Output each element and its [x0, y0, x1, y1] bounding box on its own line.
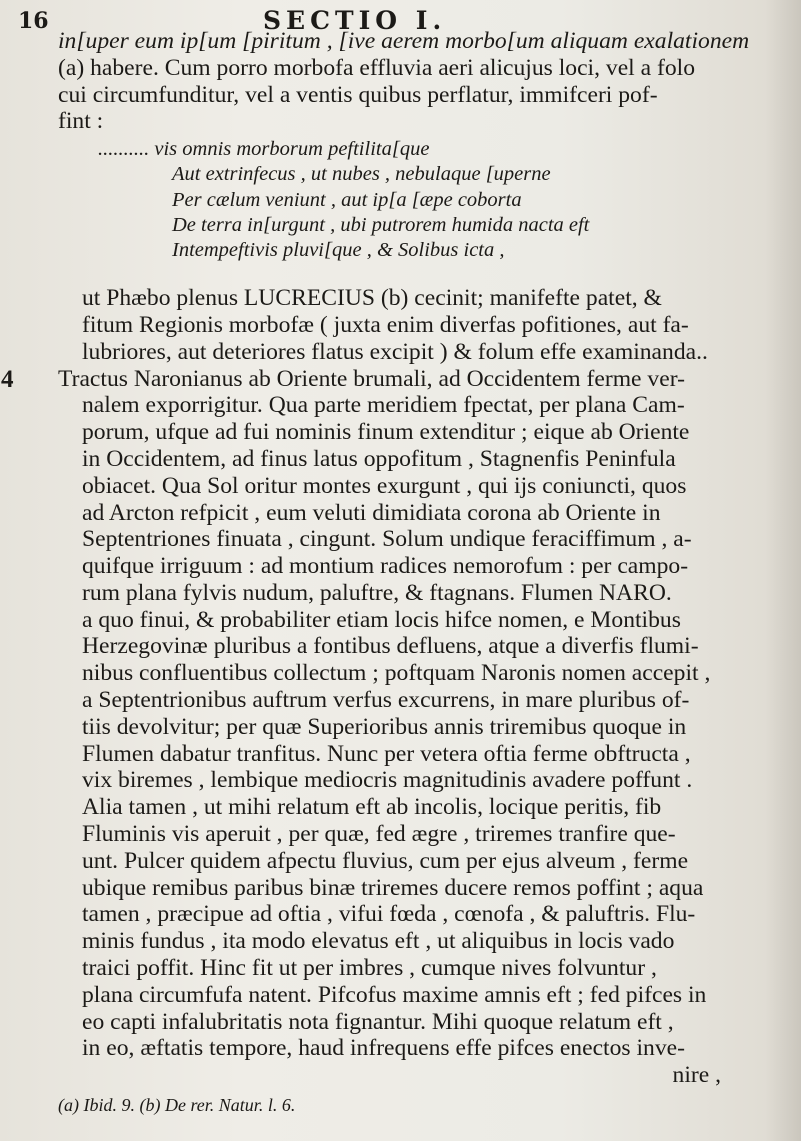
footnote-line: (a) Ibid. 9. (b) De rer. Natur. l. 6.: [58, 1095, 296, 1116]
text-line: ad Arcton refpicit , eum veluti dimidiata corona ab Oriente in: [82, 499, 661, 526]
page-body: [1, 28, 791, 1117]
text-line: rum plana fylvis nudum, paluftre, & ftagnans. Flumen NARO.: [82, 579, 672, 606]
text-line: obiacet. Qua Sol oritur montes exurgunt , qui ijs coniuncti, quos: [82, 472, 687, 499]
section-marker: 4: [1, 365, 14, 393]
text-line: Alia tamen , ut mihi relatum eft ab incolis, locique peritis, fib: [82, 794, 662, 821]
verse-line: Per cælum veniunt , aut ip[a [æpe coborta: [172, 188, 522, 211]
text-line: in eo, æftatis tempore, haud infrequens effe pifces enectos inve-: [82, 1035, 685, 1062]
text-line: unt. Pulcer quidem afpectu fluvius, cum per ejus alveum , ferme: [82, 847, 689, 874]
text-line: (a) habere. Cum porro morbofa effluvia aeri alicujus loci, vel a folo: [58, 54, 696, 81]
text-line: vix biremes , lembique mediocris magnitudinis avadere poffunt .: [82, 767, 693, 794]
paragraph-2: [58, 285, 791, 365]
verse-line: Intempeftivis pluvi[que , & Solibus icta ,: [172, 238, 505, 261]
text-line: a Septentrionibus auftrum verfus excurrens, in mare pluribus of-: [82, 687, 690, 714]
text-line: Tractus Naronianus ab Oriente brumali, ad Occidentem ferme ver-: [58, 365, 685, 392]
text-line: porum, ufque ad fui nominis finum extenditur ; eique ab Oriente: [82, 419, 690, 446]
text-line: ut Phæbo plenus LUCRECIUS (b) cecinit; manifefte patet, &: [82, 285, 662, 312]
paragraph-1: [58, 28, 791, 135]
verse-line: De terra in[urgunt , ubi putrorem humida nacta eft: [172, 213, 590, 236]
text-line: nibus confluentibus collectum ; poftquam Naronis nomen accepit ,: [82, 660, 711, 687]
text-line: in Occidentem, ad finus latus oppofitum , Stagnenfis Peninfula: [82, 445, 676, 472]
text-line: Fluminis vis aperuit , per quæ, fed ægre , triremes tranfire que-: [82, 821, 676, 848]
text-line: fitum Regionis morbofæ ( juxta enim diverfas pofitiones, aut fa-: [82, 311, 689, 338]
text-line: tamen , præcipue ad oftia , vifui fœda , cœnofa , & paluftris. Flu-: [82, 901, 696, 928]
text-line: plana circumfufa natent. Pifcofus maxime amnis eft ; fed pifces in: [82, 981, 707, 1008]
text-line: tiis devolvitur; per quæ Superioribus annis triremibus quoque in: [82, 713, 687, 740]
paragraph-3: [1, 365, 791, 1090]
text-line: minis fundus , ita modo elevatus eft , ut aliquibus in locis vado: [82, 928, 675, 955]
running-title: SECTIO I.: [263, 6, 447, 35]
text-line: ubique remibus paribus binæ triremes ducere remos poffint ; aqua: [82, 874, 704, 901]
text-line: cui circumfunditur, vel a ventis quibus perflatur, immifceri pof-: [58, 81, 658, 108]
verse-line: .......... vis omnis morborum peftilita[que: [98, 138, 430, 161]
text-line: lubriores, aut deteriores flatus excipit ) & folum effe examinanda..: [82, 338, 708, 365]
page-number: 16: [18, 8, 49, 34]
text-line: Herzegovinæ pluribus a fontibus defluens, atque a diverfis flumi-: [82, 633, 699, 660]
text-line: a quo finui, & probabiliter etiam locis hifce nomen, e Montibus: [82, 606, 681, 633]
text-line: eo capti infalubritatis nota fignantur. Mihi quoque relatum eft ,: [82, 1008, 674, 1035]
text-line: Septentriones finuata , cingunt. Solum undique feraciffimum , a-: [82, 526, 692, 553]
footnotes: [58, 1093, 791, 1117]
text-line: fint :: [58, 108, 104, 135]
verse-quotation: [58, 137, 791, 263]
text-line: Flumen dabatur tranfitus. Nunc per vetera oftia ferme obftructa ,: [82, 740, 691, 767]
text-line: traici poffit. Hinc fit ut per imbres , cumque nives folvuntur ,: [82, 955, 657, 982]
text-line: nalem exporrigitur. Qua parte meridiem fpectat, per plana Cam-: [82, 392, 685, 419]
catchword: nire ,: [672, 1062, 721, 1089]
text-line: quifque irriguum : ad montium radices nemorofum : per campo-: [82, 553, 689, 580]
text-line: in[uper eum ip[um [piritum , [ive aerem morbo[um aliquam exalationem: [58, 28, 750, 54]
verse-line: Aut extrinfecus , ut nubes , nebulaque [uperne: [172, 163, 551, 186]
